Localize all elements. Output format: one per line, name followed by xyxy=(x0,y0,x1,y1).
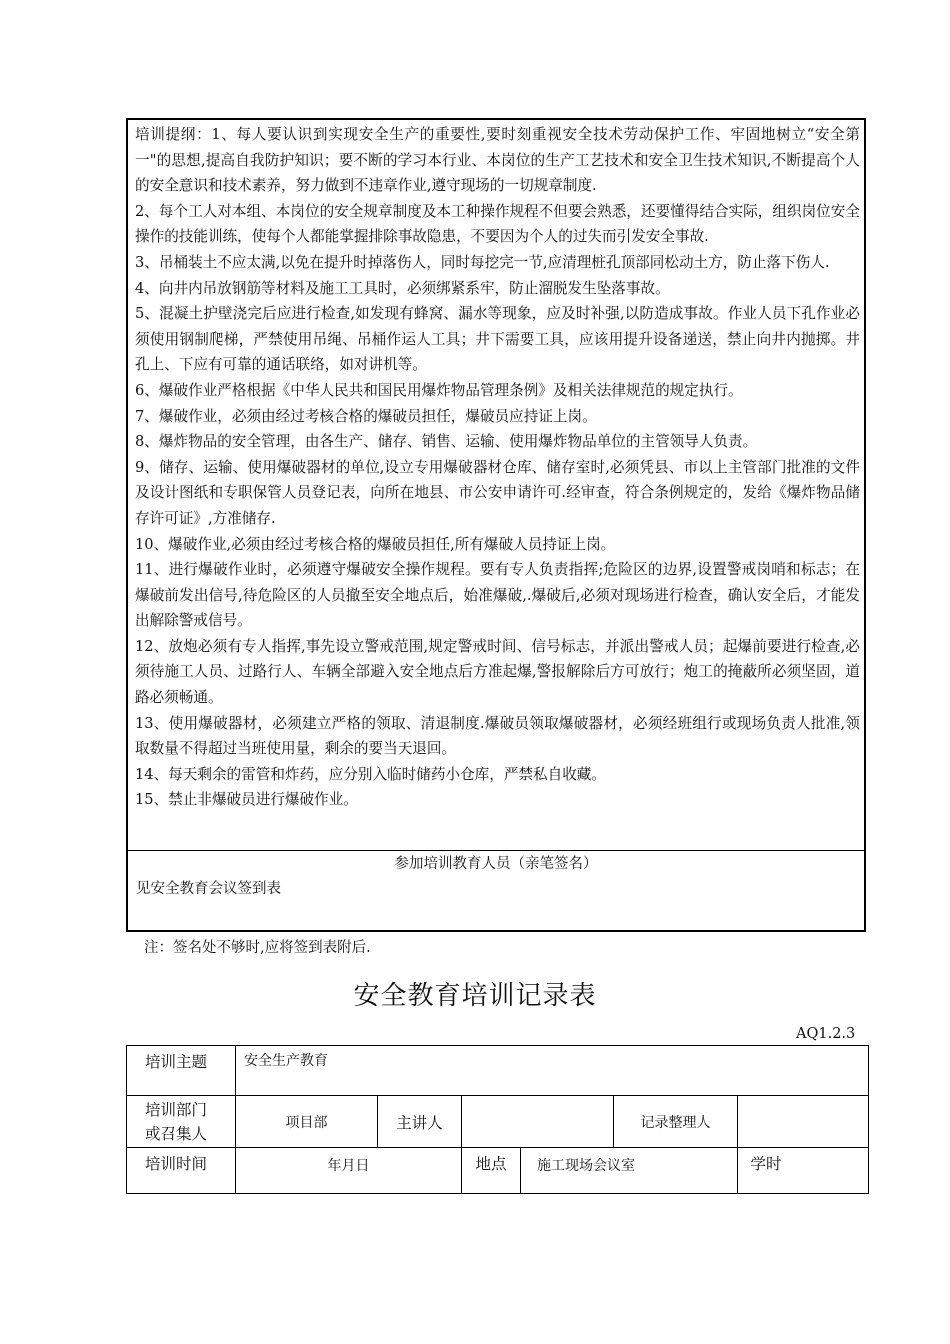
dept-label-line2: 或召集人 xyxy=(145,1124,208,1143)
recorder-label: 记录整理人 xyxy=(614,1096,738,1148)
outline-paragraph: 培训提纲：1、每人要认识到实现安全生产的重要性,要时刻重视安全技术劳动保护工作、牢固地树立“安全第一"的思想,提高自我防护知识；要不断的学习本行业、本岗位的生产工艺技术和安全卫生技术知识,不断提高个人的安全意识和技术素养，努力做到不违章作业,遵守现场的一切规章制度. xyxy=(135,126,860,195)
dept-value[interactable]: 项目部 xyxy=(236,1096,378,1148)
outline-paragraph: 6、爆破作业严格根据《中华人民共和国民用爆炸物品管理条例》及相关法律规范的规定执行。 xyxy=(135,381,743,399)
time-value[interactable]: 年月日 xyxy=(236,1148,462,1194)
topic-value[interactable]: 安全生产教育 xyxy=(236,1046,869,1096)
form-code: AQ1.2.3 xyxy=(796,1026,856,1042)
dept-label xyxy=(127,1096,236,1148)
lecturer-label: 主讲人 xyxy=(378,1096,462,1148)
table-row xyxy=(127,1046,869,1096)
table-row xyxy=(127,1096,869,1148)
outline-paragraph: 4、向井内吊放钢筋等材料及施工工具时，必须绑紧系牢，防止溜脱发生坠落事故。 xyxy=(135,279,670,297)
outline-paragraph: 7、爆破作业，必须由经过考核合格的爆破员担任，爆破员应持证上岗。 xyxy=(135,407,597,425)
outline-paragraph: 14、每天剩余的雷管和炸药，应分别入临时储药小仓库，严禁私自收藏。 xyxy=(135,765,606,783)
outline-paragraph: 13、使用爆破器材，必须建立严格的领取、清退制度.爆破员领取爆破器材，必须经班组行或现场负责人批准,领取数量不得超过当班使用量，剩余的要当天退回。 xyxy=(135,714,860,758)
training-outline xyxy=(128,120,864,850)
place-value[interactable]: 施工现场会议室 xyxy=(521,1148,738,1194)
outline-paragraph: 2、每个工人对本组、本岗位的安全规章制度及本工种操作规程不但要会熟悉，还要懂得结合实际，组织岗位安全操作的技能训练，使每个人都能掌握排除事故隐患，不要因为个人的过失而引发安全事故. xyxy=(135,202,860,246)
time-label: 培训时间 xyxy=(127,1148,236,1194)
recorder-value[interactable] xyxy=(738,1096,869,1148)
outline-paragraph: 10、爆破作业,必须由经过考核合格的爆破员担任,所有爆破人员持证上岗。 xyxy=(135,535,616,553)
signature-note: 注：签名处不够时,应将签到表附后. xyxy=(144,940,371,956)
topic-label: 培训主题 xyxy=(127,1046,236,1096)
outline-paragraph: 11、进行爆破作业时，必须遵守爆破安全操作规程。要有专人负责指挥;危险区的边界,设置警戒岗哨和标志；在爆破前发出信号,待危险区的人员撤至安全地点后，始准爆破,.爆破后,必须对现场进行检查，确认安全后，才能发出解除警戒信号。 xyxy=(135,561,860,630)
table-row xyxy=(127,1148,869,1194)
hours-label: 学时 xyxy=(750,1155,782,1173)
outline-paragraph: 3、吊桶装土不应太满,以免在提升时掉落伤人，同时每挖完一节,应清理桩孔顶部同松动土方，防止落下伤人. xyxy=(135,253,830,271)
training-record-table xyxy=(126,1045,869,1194)
outline-paragraph: 8、爆炸物品的安全管理，由各生产、储存、销售、运输、使用爆炸物品单位的主管领导人负责。 xyxy=(135,433,758,451)
outline-paragraph: 9、储存、运输、使用爆破器材的单位,设立专用爆破器材仓库、储存室时,必须凭县、市以上主管部门批准的文件及设计图纸和专职保管人员登记表，向所在地县、市公安申请许可.经审查，符合条例规定的，发给《爆炸物品储存许可证》,方准储存. xyxy=(135,458,860,527)
lecturer-value[interactable] xyxy=(462,1096,614,1148)
dept-label-line1: 培训部门 xyxy=(145,1100,208,1119)
outline-paragraph: 5、混凝土护壁浇完后应进行检查,如发现有蜂窝、漏水等现象，应及时补强,以防造成事故。作业人员下孔作业必须使用钢制爬梯，严禁使用吊绳、吊桶作运人工具；井下需要工具，应该用提升设备递送，禁止向井内抛掷。井孔上、下应有可靠的通话联络，如对讲机等。 xyxy=(135,305,860,374)
outline-paragraph: 15、禁止非爆破员进行爆破作业。 xyxy=(135,791,358,809)
outline-paragraph: 12、放炮必须有专人指挥,事先设立警戒范围,规定警戒时间、信号标志，并派出警戒人员；起爆前要进行检查,必须待施工人员、过路行人、车辆全部避入安全地点后方准起爆,警报解除后方可放行；炮工的掩蔽所必须坚固，道路必须畅通。 xyxy=(135,637,860,707)
place-label: 地点 xyxy=(462,1148,521,1194)
signature-section xyxy=(128,850,864,930)
training-outline-box xyxy=(126,118,866,932)
signature-title: 参加培训教育人员（亲笔签名） xyxy=(394,856,598,872)
form-title: 安全教育培训记录表 xyxy=(353,981,597,1011)
signature-text: 见安全教育会议签到表 xyxy=(136,881,281,897)
hours-cell xyxy=(738,1148,869,1194)
